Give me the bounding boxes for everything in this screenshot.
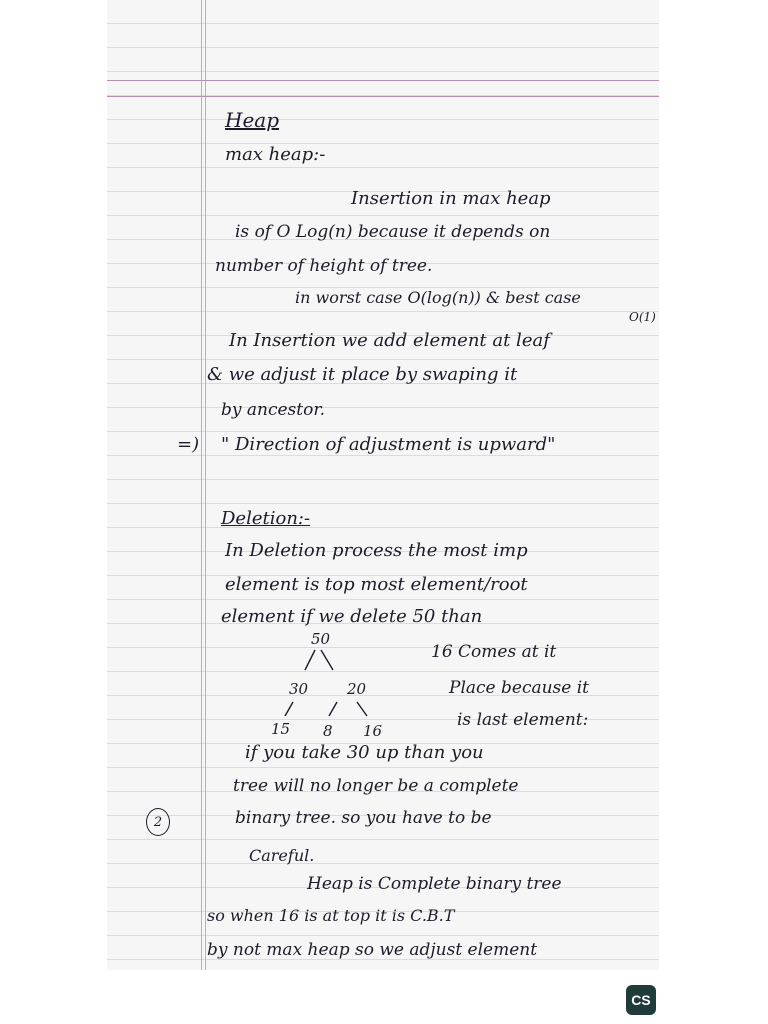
insertion-line-5: O(1): [629, 310, 656, 324]
deletion-line-13: by not max heap so we adjust element: [207, 940, 538, 960]
deletion-line-5: Place because it: [449, 678, 590, 698]
insertion-line-8: by ancestor.: [221, 400, 326, 420]
deletion-line-1: In Deletion process the most imp: [225, 540, 528, 561]
tree-node-rl: 8: [323, 722, 333, 740]
edge-root-right: [321, 650, 333, 670]
tree-node-root: 50: [311, 630, 331, 648]
edge-left-leaf: [285, 702, 293, 716]
deletion-line-2: element is top most element/root: [225, 574, 528, 595]
notebook-page: [107, 0, 659, 970]
deletion-line-12: so when 16 is at top it is C.B.T: [207, 906, 455, 925]
margin-circled-number: 2: [146, 808, 170, 836]
tree-node-rr: 16: [363, 722, 383, 740]
insertion-line-10: " Direction of adjustment is upward": [221, 434, 556, 455]
margin-line-right: [205, 0, 206, 970]
deletion-heading: Deletion:-: [221, 508, 311, 529]
page-title: Heap: [225, 108, 280, 132]
insertion-line-7: & we adjust it place by swaping it: [207, 364, 518, 385]
tree-node-right: 20: [347, 680, 367, 698]
deletion-line-6: is last element:: [457, 710, 589, 730]
deletion-line-11: Heap is Complete binary tree: [307, 874, 562, 894]
insertion-line-4: in worst case O(log(n)) & best case: [295, 288, 581, 307]
tree-node-left: 30: [289, 680, 309, 698]
deletion-line-9: binary tree. so you have to be: [235, 808, 492, 828]
deletion-line-10: Careful.: [249, 846, 315, 865]
tree-node-ll: 15: [271, 720, 291, 738]
heap-tree-diagram: [271, 628, 427, 740]
deletion-line-3: element if we delete 50 than: [221, 606, 483, 627]
edge-right-right: [357, 702, 367, 716]
edge-root-left: [305, 650, 315, 670]
top-rule-1: [107, 80, 659, 81]
insertion-line-1: Insertion in max heap: [351, 188, 551, 209]
subtitle: max heap:-: [225, 144, 326, 165]
margin-line-left: [201, 0, 202, 970]
insertion-line-2: is of O Log(n) because it depends on: [235, 222, 551, 242]
arrow-mark: =): [177, 434, 200, 455]
top-rule-2: [107, 96, 659, 97]
edge-right-left: [329, 702, 337, 716]
deletion-line-4: 16 Comes at it: [431, 642, 557, 662]
deletion-line-7: if you take 30 up than you: [245, 742, 484, 763]
insertion-line-3: number of height of tree.: [215, 256, 433, 276]
insertion-line-6: In Insertion we add element at leaf: [229, 330, 550, 351]
camscanner-badge: CS: [626, 985, 656, 1015]
deletion-line-8: tree will no longer be a complete: [233, 776, 519, 796]
